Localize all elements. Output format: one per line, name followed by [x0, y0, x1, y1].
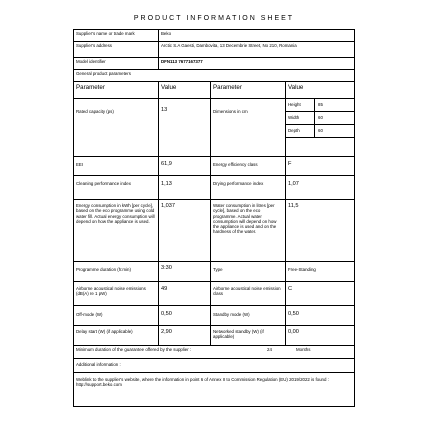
noise-emissions-label: Airborne acoustical noise emissions (dB(A) re 1 pW) — [74, 282, 159, 305]
table-row — [74, 176, 354, 200]
dimensions-label: Dimensions in cm — [211, 99, 286, 156]
dimension-width — [286, 112, 354, 125]
table-row — [74, 157, 354, 176]
energy-class-value: F — [288, 161, 292, 167]
dimension-depth — [286, 125, 354, 138]
dimension-height — [286, 99, 354, 112]
supplier-name-value: Beko — [161, 31, 172, 36]
dimensions-cell — [286, 99, 354, 156]
header-parameter-2: Parameter — [211, 82, 286, 98]
product-information-table — [73, 29, 355, 407]
noise-emissions-value: 49 — [159, 282, 211, 305]
height-label: Height — [288, 102, 301, 107]
table-row — [74, 262, 354, 282]
supplier-name-row — [74, 30, 354, 42]
delay-start-value: 2,90 — [159, 326, 211, 345]
height-value: 85 — [318, 102, 323, 107]
model-label: Model identifier — [74, 58, 159, 69]
rated-capacity-label: Rated capacity (ps) — [74, 99, 159, 156]
energy-class-label: Energy efficiency class — [211, 157, 286, 175]
guarantee-unit: Months — [296, 347, 311, 352]
type-value: Free-Standing — [288, 267, 316, 272]
networked-standby-label: Networked standby (W) (if applicable) — [211, 326, 286, 345]
drying-index-value: 1,07 — [288, 181, 299, 187]
additional-info-label: Additional information : — [76, 362, 121, 367]
depth-value: 60 — [318, 128, 323, 133]
model-value: DFN113 7677167377 — [161, 59, 203, 64]
general-parameters-row — [74, 70, 354, 82]
guarantee-cell — [74, 346, 354, 358]
rated-capacity-value: 13 — [159, 99, 211, 156]
type-label: Type — [211, 262, 286, 281]
water-consumption-label: Water consumption in litres [per cycle], based on the eco programme. Actual water consumption will depend on how the appliance is used and on the hardness of the water. — [211, 200, 286, 261]
cleaning-index-value: 1,13 — [159, 176, 211, 199]
off-mode-value: 0,50 — [159, 306, 211, 325]
header-value-2: Value — [288, 84, 304, 91]
eei-label: EEI — [74, 157, 159, 175]
sheet-title: PRODUCT INFORMATION SHEET — [133, 15, 295, 22]
standby-mode-label: Standby mode (W) — [211, 306, 286, 325]
weblink-row — [74, 373, 354, 406]
networked-standby-value: 0,00 — [288, 329, 299, 335]
width-label: Width — [288, 115, 300, 120]
header-row — [74, 82, 354, 99]
supplier-address-label: Supplier's address — [74, 42, 159, 57]
off-mode-label: Off-mode (W) — [74, 306, 159, 325]
eei-value: 61,9 — [159, 157, 211, 175]
guarantee-value: 24 — [267, 347, 272, 352]
noise-class-label: Airborne acoustical noise emission class — [211, 282, 286, 305]
header-parameter-1: Parameter — [74, 82, 159, 98]
table-row — [74, 99, 354, 157]
width-value: 60 — [318, 115, 323, 120]
supplier-name-label: Supplier's name or trade mark — [74, 30, 159, 41]
model-row — [74, 58, 354, 70]
supplier-address-row — [74, 42, 354, 58]
noise-class-value: C — [288, 286, 293, 292]
cleaning-index-label: Cleaning performance index — [74, 176, 159, 199]
depth-label: Depth — [288, 128, 300, 133]
standby-mode-value: 0,50 — [288, 311, 299, 317]
table-row — [74, 306, 354, 326]
general-parameters-label: General product parameters — [76, 71, 131, 76]
supplier-address-value: Arctic S.A Gaesti, Dambovita, 13 Decembrie Street, No 210, Romania — [161, 43, 297, 48]
additional-info-row — [74, 359, 354, 373]
drying-index-label: Drying performance index — [211, 176, 286, 199]
guarantee-row — [74, 346, 354, 359]
table-row — [74, 282, 354, 306]
delay-start-label: Delay start (W) (if applicable) — [74, 326, 159, 345]
weblink-text[interactable]: Weblink to the supplier's website, where the information in point 6 of Annex II to Commission Regulation (EU) 2019/2022 is found : http://support.beko.com — [76, 377, 329, 388]
water-consumption-value: 11,5 — [288, 203, 299, 209]
guarantee-label: Minimum duration of the guarantee offered by the supplier : — [76, 347, 192, 352]
programme-duration-value: 3:30 — [159, 262, 211, 281]
table-row — [74, 326, 354, 346]
energy-consumption-label: Energy consumption in kWh [per cycle], based on the eco programme using cold water fill. Actual energy consumption will depend on how the appliance is used. — [74, 200, 159, 261]
header-value-1: Value — [159, 82, 211, 98]
table-row — [74, 200, 354, 262]
programme-duration-label: Programme duration (h:min) — [74, 262, 159, 281]
energy-consumption-value: 1,037 — [159, 200, 211, 261]
